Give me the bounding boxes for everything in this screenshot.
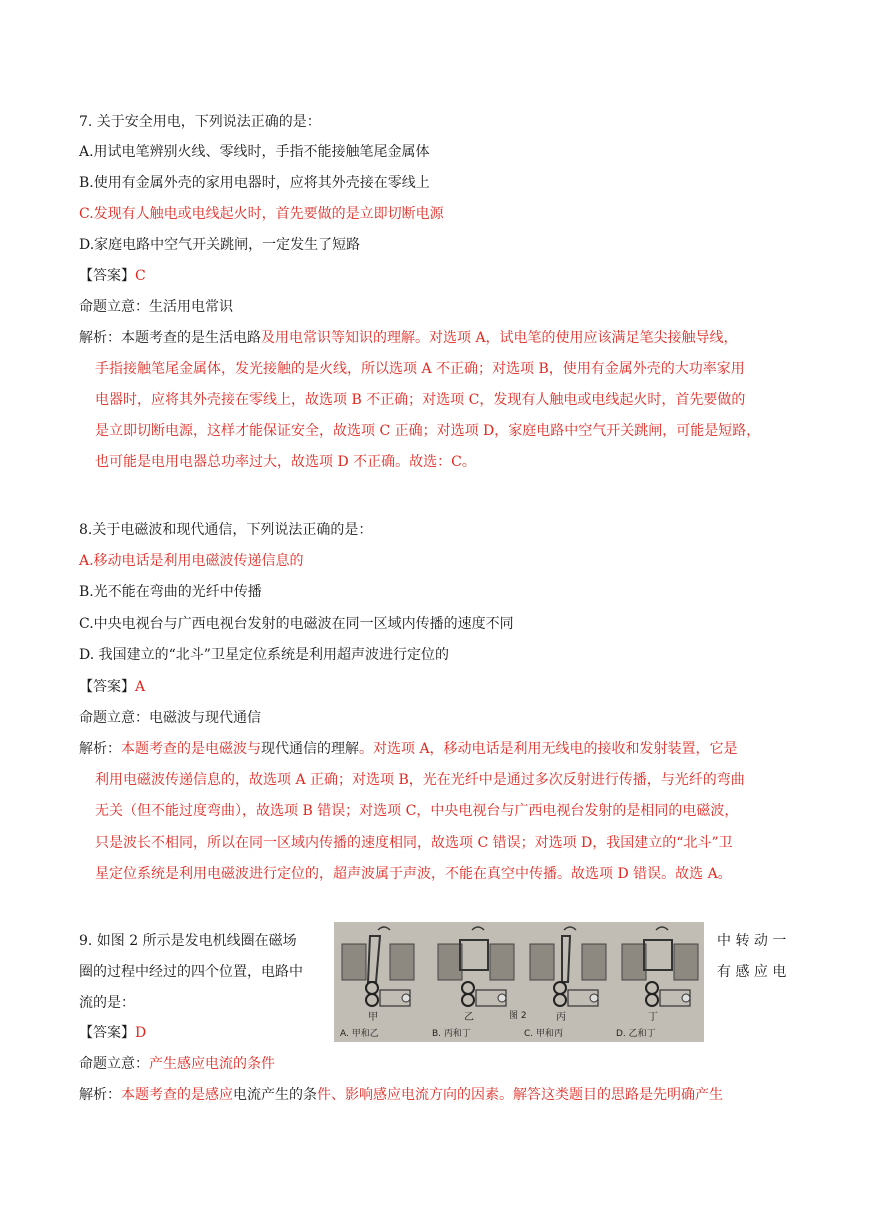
q7-answer-row bbox=[79, 266, 146, 286]
q7-analysis-line-4: 是立即切断电源，这样才能保证安全，故选项 C 正确；对选项 D，家庭电路中空气开关跳闸，可能是短路， bbox=[95, 423, 761, 439]
analysis-text: 本题考查的是电磁波与 bbox=[121, 741, 261, 757]
q7-analysis-line-5: 也可能是电用电器总功率过大，故选项 D 不正确。故选：C。 bbox=[95, 454, 476, 470]
panel-label-ding: 丁 bbox=[648, 1012, 658, 1023]
q7-stem: 7. 关于安全用电，下列说法正确的是： bbox=[79, 114, 321, 130]
analysis-label: 解析： bbox=[79, 741, 121, 757]
q8-analysis-line-4: 只是波长不相同，所以在同一区域内传播的速度相同，故选项 C 错误；对选项 D，我国建立的“北斗”卫 bbox=[95, 835, 733, 851]
analysis-text: 现代通信的理解 bbox=[261, 741, 359, 757]
q7-intent-row bbox=[79, 297, 233, 317]
figure-2-generator-coils bbox=[334, 922, 704, 1042]
analysis-text: 。对选项 A，移动电话是利用无线电的接收和发射装置，它是 bbox=[359, 741, 738, 757]
answer-value: A bbox=[135, 679, 146, 695]
panel-label-yi: 乙 bbox=[464, 1012, 474, 1023]
figure-caption: 图 2 bbox=[509, 1011, 527, 1021]
intent-value: 生活用电常识 bbox=[149, 299, 233, 315]
q8-option-b: B.光不能在弯曲的光纤中传播 bbox=[79, 584, 262, 600]
q9-stem-right-2: 有 感 应 电 bbox=[717, 964, 787, 980]
answer-label: 【答案】 bbox=[79, 268, 135, 284]
q8-answer-row bbox=[79, 677, 145, 697]
q8-analysis-line-5: 星定位系统是利用电磁波进行定位的，超声波属于声波，不能在真空中传播。故选项 D 错误。故选 A。 bbox=[95, 866, 732, 882]
q8-option-c: C.中央电视台与广西电视台发射的电磁波在同一区域内传播的速度不同 bbox=[79, 616, 514, 632]
q9-analysis-line-1 bbox=[79, 1085, 723, 1105]
q8-intent-row bbox=[79, 708, 261, 728]
intent-label: 命题立意： bbox=[79, 299, 149, 315]
intent-value: 产生感应电流的条件 bbox=[149, 1056, 275, 1072]
answer-value: C bbox=[135, 268, 146, 284]
q7-option-b: B.使用有金属外壳的家用电器时，应将其外壳接在零线上 bbox=[79, 175, 430, 191]
analysis-text: 电流产生的条 bbox=[233, 1087, 317, 1103]
q7-analysis-line-1 bbox=[79, 328, 738, 348]
answer-label: 【答案】 bbox=[79, 679, 135, 695]
analysis-text: 及用电常识等知识的理解。对选项 A，试电笔的使用应该满足笔尖接触导线， bbox=[261, 330, 738, 346]
q7-analysis-line-2: 手指接触笔尾金属体，发光接触的是火线，所以选项 A 不正确；对选项 B，使用有金属外壳的大功率家用 bbox=[95, 361, 745, 377]
q9-stem-right-1: 中 转 动 一 bbox=[717, 933, 787, 949]
q7-option-c: C.发现有人触电或电线起火时，首先要做的是立即切断电源 bbox=[79, 206, 444, 222]
figure-choice-b: B. 丙和丁 bbox=[432, 1029, 471, 1039]
panel-label-bing: 丙 bbox=[556, 1012, 566, 1023]
intent-value: 电磁波与现代通信 bbox=[149, 710, 261, 726]
figure-2-drawing bbox=[334, 922, 704, 1042]
q8-option-d: D. 我国建立的“北斗”卫星定位系统是利用超声波进行定位的 bbox=[79, 647, 449, 663]
panel-label-jia: 甲 bbox=[368, 1012, 378, 1023]
q9-stem-line-2: 圈的过程中经过的四个位置，电路中 bbox=[79, 964, 303, 980]
q8-analysis-line-2: 利用电磁波传递信息的，故选项 A 正确；对选项 B，光在光纤中是通过多次反射进行传播，与光纤的弯曲 bbox=[95, 772, 745, 788]
q7-analysis-line-3: 电器时，应将其外壳接在零线上，故选项 B 不正确；对选项 C，发现有人触电或电线起火时，首先要做的 bbox=[95, 392, 746, 408]
answer-value: D bbox=[135, 1025, 147, 1041]
analysis-label: 解析： bbox=[79, 330, 121, 346]
analysis-text: 件、影响感应电流方向的因素。解答这类题目的思路是先明确产生 bbox=[317, 1087, 723, 1103]
analysis-text: 本题考查的是感应 bbox=[121, 1087, 233, 1103]
q7-option-a: A.用试电笔辨别火线、零线时，手指不能接触笔尾金属体 bbox=[79, 144, 430, 160]
figure-choice-d: D. 乙和丁 bbox=[616, 1029, 656, 1039]
q9-answer-row bbox=[79, 1023, 146, 1043]
q7-option-d: D.家庭电路中空气开关跳闸，一定发生了短路 bbox=[79, 237, 361, 253]
q9-stem-line-3: 流的是： bbox=[79, 995, 135, 1011]
analysis-label: 解析： bbox=[79, 1087, 121, 1103]
intent-label: 命题立意： bbox=[79, 1056, 149, 1072]
intent-label: 命题立意： bbox=[79, 710, 149, 726]
q9-stem-line-1: 9. 如图 2 所示是发电机线圈在磁场 bbox=[79, 933, 297, 949]
figure-choice-c: C. 甲和丙 bbox=[524, 1029, 564, 1039]
answer-label: 【答案】 bbox=[79, 1025, 135, 1041]
analysis-lead: 本题考查的是生活电路 bbox=[121, 330, 261, 346]
q8-analysis-line-1 bbox=[79, 739, 738, 759]
q8-analysis-line-3: 无关（但不能过度弯曲），故选项 B 错误；对选项 C，中央电视台与广西电视台发射的是相同的电磁波， bbox=[95, 803, 739, 819]
q8-option-a: A.移动电话是利用电磁波传递信息的 bbox=[79, 553, 304, 569]
q9-intent-row bbox=[79, 1054, 275, 1074]
q8-stem: 8.关于电磁波和现代通信，下列说法正确的是： bbox=[79, 522, 373, 538]
figure-choice-a: A. 甲和乙 bbox=[340, 1029, 379, 1039]
